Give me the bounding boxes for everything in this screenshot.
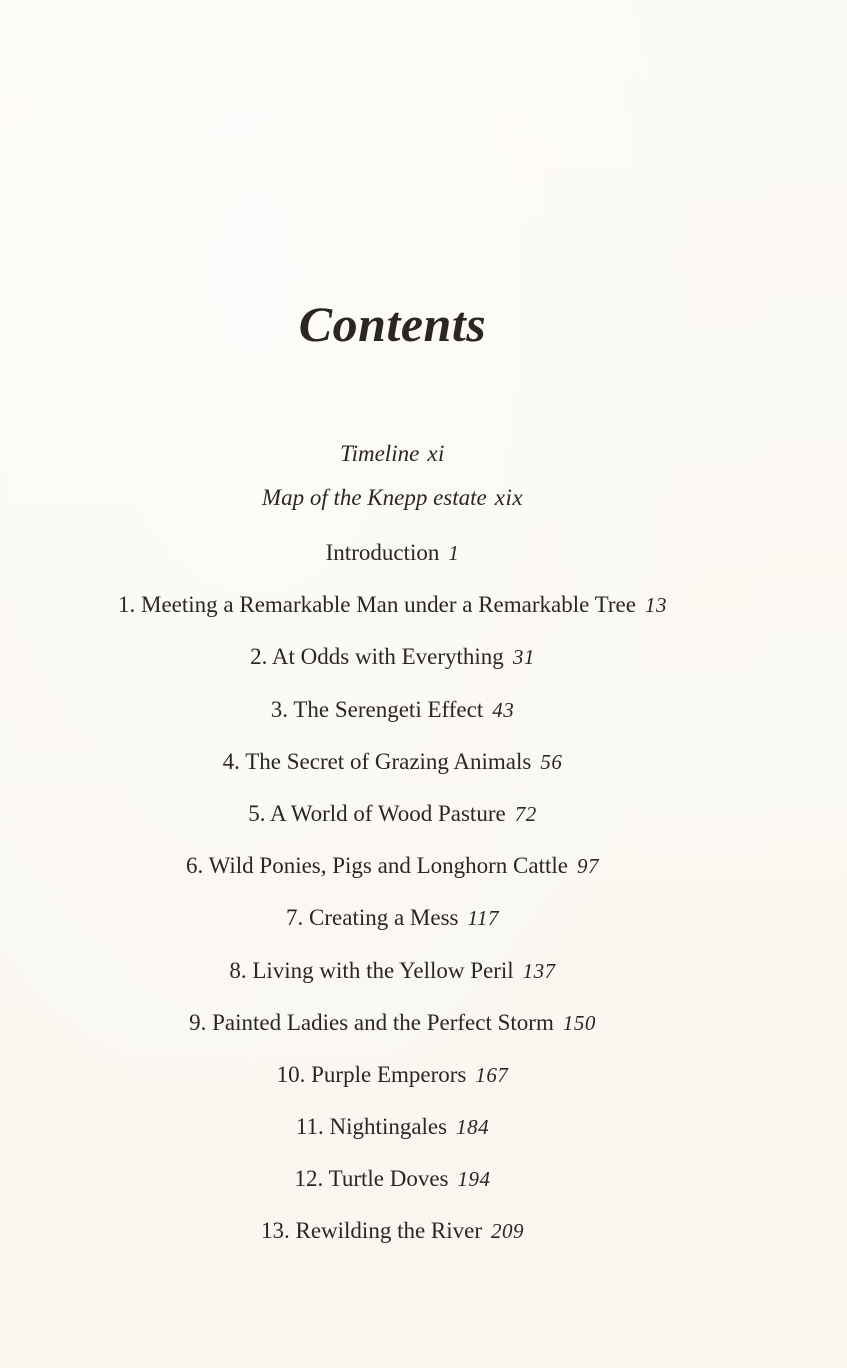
table-of-contents: [0, 432, 785, 1258]
toc-page-number: xi: [427, 441, 445, 466]
page-title: Contents: [298, 295, 487, 352]
toc-entry-map: [0, 476, 785, 519]
toc-entry-chapter: [0, 684, 785, 736]
toc-page-number: 117: [467, 906, 499, 931]
toc-page-number: 72: [514, 801, 537, 826]
toc-page-number: 167: [475, 1062, 509, 1087]
toc-page-number: 56: [540, 749, 563, 774]
toc-entry-timeline: [0, 432, 785, 476]
toc-entry-chapter: [0, 840, 785, 892]
toc-entry-label: 10. Purple Emperors: [276, 1061, 467, 1087]
toc-entry-label: Timeline: [340, 441, 420, 466]
toc-entry-chapter: [0, 1205, 785, 1257]
toc-entry-label: 2. At Odds with Everything: [250, 644, 504, 670]
toc-entry-chapter: [0, 1153, 785, 1205]
toc-entry-chapter: [0, 1101, 785, 1153]
toc-entry-label: 7. Creating a Mess: [286, 905, 459, 931]
toc-page-number: 184: [456, 1115, 490, 1140]
toc-entry-chapter: [0, 631, 785, 683]
toc-page-number: xix: [494, 485, 524, 510]
toc-entry-chapter: [0, 997, 785, 1049]
toc-entry-label: 13. Rewilding the River: [260, 1218, 483, 1244]
toc-page-number: 137: [522, 958, 556, 983]
toc-page-number: 43: [492, 697, 515, 722]
toc-entry-label: 3. The Serengeti Effect: [270, 696, 484, 722]
toc-page-number: 1: [448, 541, 460, 565]
toc-entry-label: 6. Wild Ponies, Pigs and Longhorn Cattle: [186, 853, 568, 879]
toc-entry-chapter: [0, 892, 785, 944]
toc-page-number: 209: [491, 1219, 525, 1244]
toc-entry-label: Introduction: [325, 540, 440, 565]
toc-page-number: 150: [562, 1010, 596, 1035]
toc-entry-chapter: [0, 579, 785, 631]
toc-page-number: 31: [512, 645, 535, 670]
toc-entry-introduction: [0, 527, 785, 579]
toc-page-number: 13: [644, 593, 667, 618]
toc-entry-chapter: [0, 736, 785, 788]
toc-page-number: 194: [457, 1167, 491, 1192]
toc-entry-chapter: [0, 1049, 785, 1101]
toc-entry-chapter: [0, 788, 785, 840]
toc-page-number: 97: [576, 854, 599, 879]
toc-entry-label: 5. A World of Wood Pasture: [248, 800, 506, 826]
toc-entry-label: 1. Meeting a Remarkable Man under a Remarkable Tree: [118, 592, 636, 618]
toc-entry-label: Map of the Knepp estate: [261, 485, 487, 510]
toc-entry-label: 4. The Secret of Grazing Animals: [222, 748, 532, 774]
toc-entry-label: 12. Turtle Doves: [294, 1166, 449, 1192]
toc-entry-label: 11. Nightingales: [295, 1114, 448, 1140]
toc-entry-chapter: [0, 945, 785, 997]
toc-entry-label: 9. Painted Ladies and the Perfect Storm: [189, 1009, 554, 1035]
toc-entry-label: 8. Living with the Yellow Peril: [229, 957, 514, 983]
